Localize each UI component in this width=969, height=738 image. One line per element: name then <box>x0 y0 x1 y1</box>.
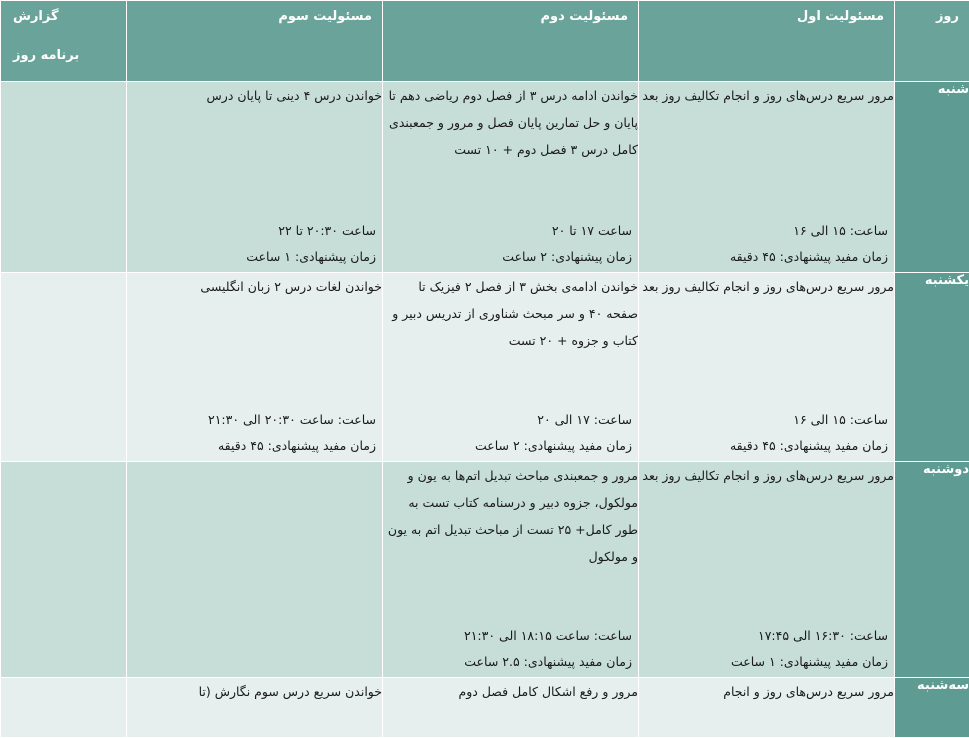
time-text: ساعت: ساعت ۲۰:۳۰ الی ۲۱:۳۰ <box>133 407 376 433</box>
header-responsibility-3: مسئولیت سوم <box>127 1 383 82</box>
duration-text: زمان مفید پیشنهادی: ۴۵ دقیقه <box>645 244 888 270</box>
responsibility-cell <box>127 273 383 462</box>
time-text: ساعت: ۱۵ الی ۱۶ <box>645 218 888 244</box>
table-row <box>1 678 969 738</box>
responsibility-cell <box>383 462 639 678</box>
duration-text: زمان مفید پیشنهادی: ۱ ساعت <box>645 649 888 675</box>
header-row <box>1 1 969 82</box>
duration-text: زمان مفید پیشنهادی: ۲.۵ ساعت <box>389 649 632 675</box>
task-text: خواندن لغات درس ۲ زبان انگلیسی <box>127 273 382 300</box>
time-text: ساعت: ۱۵ الی ۱۶ <box>645 407 888 433</box>
task-text: خواندن ادامه درس ۳ از فصل دوم ریاضی دهم تا پایان و حل تمارین پایان فصل و مرور و جمعبندی کامل درس ۳ فصل دوم + ۱۰ تست <box>383 82 638 163</box>
task-text: خواندن ادامه‌ی بخش ۳ از فصل ۲ فیزیک تا صفحه ۴۰ و سر مبحث شناوری از تدریس دبیر و کتاب و جزوه + ۲۰ تست <box>383 273 638 354</box>
duration-text: زمان مفید پیشنهادی: ۴۵ دقیقه <box>645 433 888 459</box>
responsibility-cell <box>383 273 639 462</box>
responsibility-cell <box>127 82 383 273</box>
responsibility-cell <box>639 462 895 678</box>
report-cell[interactable] <box>1 678 127 738</box>
header-responsibility-1: مسئولیت اول <box>639 1 895 82</box>
header-report-title: گزارش <box>13 9 116 24</box>
header-report <box>1 1 127 82</box>
task-text: خواندن درس ۴ دینی تا پایان درس <box>127 82 382 109</box>
responsibility-cell <box>639 82 895 273</box>
responsibility-cell <box>383 678 639 738</box>
task-text: مرور و رفع اشکال کامل فصل دوم <box>383 678 638 705</box>
responsibility-cell <box>639 273 895 462</box>
responsibility-cell <box>127 678 383 738</box>
task-text: مرور سریع درس‌های روز و انجام تکالیف روز بعد <box>639 273 894 300</box>
report-cell[interactable] <box>1 462 127 678</box>
table-row <box>1 82 969 273</box>
task-text: خواندن سریع درس سوم نگارش (تا <box>127 678 382 705</box>
table-row <box>1 462 969 678</box>
table-row <box>1 273 969 462</box>
responsibility-cell <box>127 462 383 678</box>
task-text: مرور و جمعبندی مباحث تبدیل اتم‌ها به یون و مولکول، جزوه دبیر و درسنامه کتاب تست به طور کامل+ ۲۵ تست از مباحث تبدیل اتم به یون و مولکول <box>383 462 638 570</box>
header-report-subtitle: برنامه روز <box>13 48 116 63</box>
day-cell: شنبه <box>895 82 969 273</box>
report-cell[interactable] <box>1 82 127 273</box>
responsibility-cell <box>383 82 639 273</box>
task-text: مرور سریع درس‌های روز و انجام <box>639 678 894 705</box>
report-cell[interactable] <box>1 273 127 462</box>
responsibility-cell <box>639 678 895 738</box>
day-cell: یکشنبه <box>895 273 969 462</box>
header-day: روز <box>895 1 969 82</box>
task-text: مرور سریع درس‌های روز و انجام تکالیف روز بعد <box>639 82 894 109</box>
time-text: ساعت: ساعت ۱۸:۱۵ الی ۲۱:۳۰ <box>389 623 632 649</box>
duration-text: زمان پیشنهادی: ۲ ساعت <box>389 244 632 270</box>
time-text: ساعت: ۱۷ الی ۲۰ <box>389 407 632 433</box>
time-text: ساعت ۱۷ تا ۲۰ <box>389 218 632 244</box>
time-text: ساعت ۲۰:۳۰ تا ۲۲ <box>133 218 376 244</box>
day-cell: سه‌شنبه <box>895 678 969 738</box>
duration-text: زمان مفید پیشنهادی: ۲ ساعت <box>389 433 632 459</box>
day-cell: دوشنبه <box>895 462 969 678</box>
time-text: ساعت: ۱۶:۳۰ الی ۱۷:۴۵ <box>645 623 888 649</box>
task-text: مرور سریع درس‌های روز و انجام تکالیف روز بعد <box>639 462 894 489</box>
header-responsibility-2: مسئولیت دوم <box>383 1 639 82</box>
duration-text: زمان پیشنهادی: ۱ ساعت <box>133 244 376 270</box>
duration-text: زمان مفید پیشنهادی: ۴۵ دقیقه <box>133 433 376 459</box>
